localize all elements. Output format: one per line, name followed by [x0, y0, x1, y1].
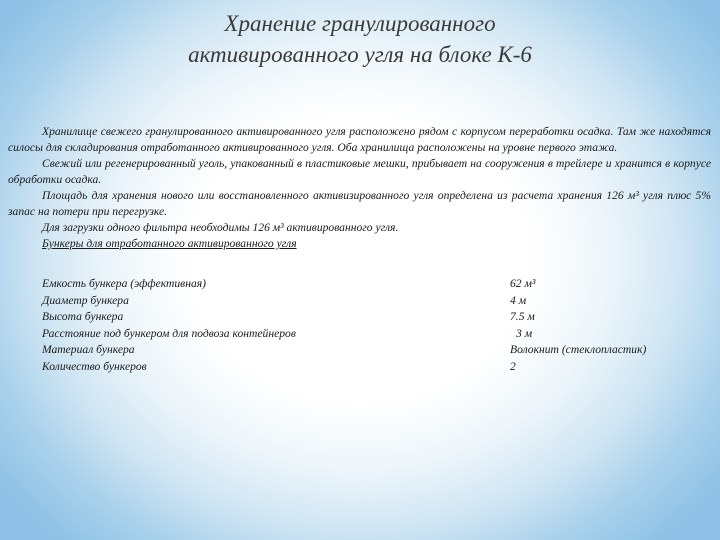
spec-label: Количество бункеров	[42, 359, 147, 373]
page-title-line-2: активированного угля на блоке К-6	[188, 42, 532, 67]
spec-value: 3 м	[516, 326, 533, 340]
paragraph-filter-load: Для загрузки одного фильтра необходимы 126 м³ активированного угля.	[42, 221, 399, 234]
bunkers-heading: Бункеры для отработанного активированного угля	[42, 237, 297, 250]
paragraph-delivery: Свежий или регенерированный уголь, упакованный в пластиковые мешки, прибывает на сооружения в трейлере и хранится в корпусе обработки осадка.	[8, 157, 711, 186]
page-title-line-1: Хранение гранулированного	[224, 11, 496, 36]
spec-label: Расстояние под бункером для подвоза контейнеров	[42, 326, 296, 340]
document-body	[8, 124, 711, 252]
spec-label: Материал бункера	[42, 343, 135, 356]
spec-label: Диаметр бункера	[42, 293, 129, 307]
spec-value: 2	[510, 359, 516, 373]
spec-label: Емкость бункера (эффективная)	[42, 277, 206, 290]
spec-value: 4 м	[510, 293, 527, 307]
spec-value: 7.5 м	[510, 310, 535, 323]
paragraph-storage-location: Хранилище свежего гранулированного активированного угля расположено рядом с корпусом переработки осадка. Там же находятся силосы для складирования отработанного активированного угля. Оба хранилища расположены на уровне первого этажа.	[8, 125, 711, 154]
spec-value: 62 м³	[510, 277, 536, 290]
spec-value: Волокнит (стеклопластик)	[510, 343, 647, 356]
spec-label: Высота бункера	[42, 310, 124, 323]
paragraph-storage-area: Площадь для хранения нового или восстановленного активизированного угля определена из расчета хранения 126 м³ угля плюс 5% запас на потери при перегрузке.	[8, 189, 711, 218]
